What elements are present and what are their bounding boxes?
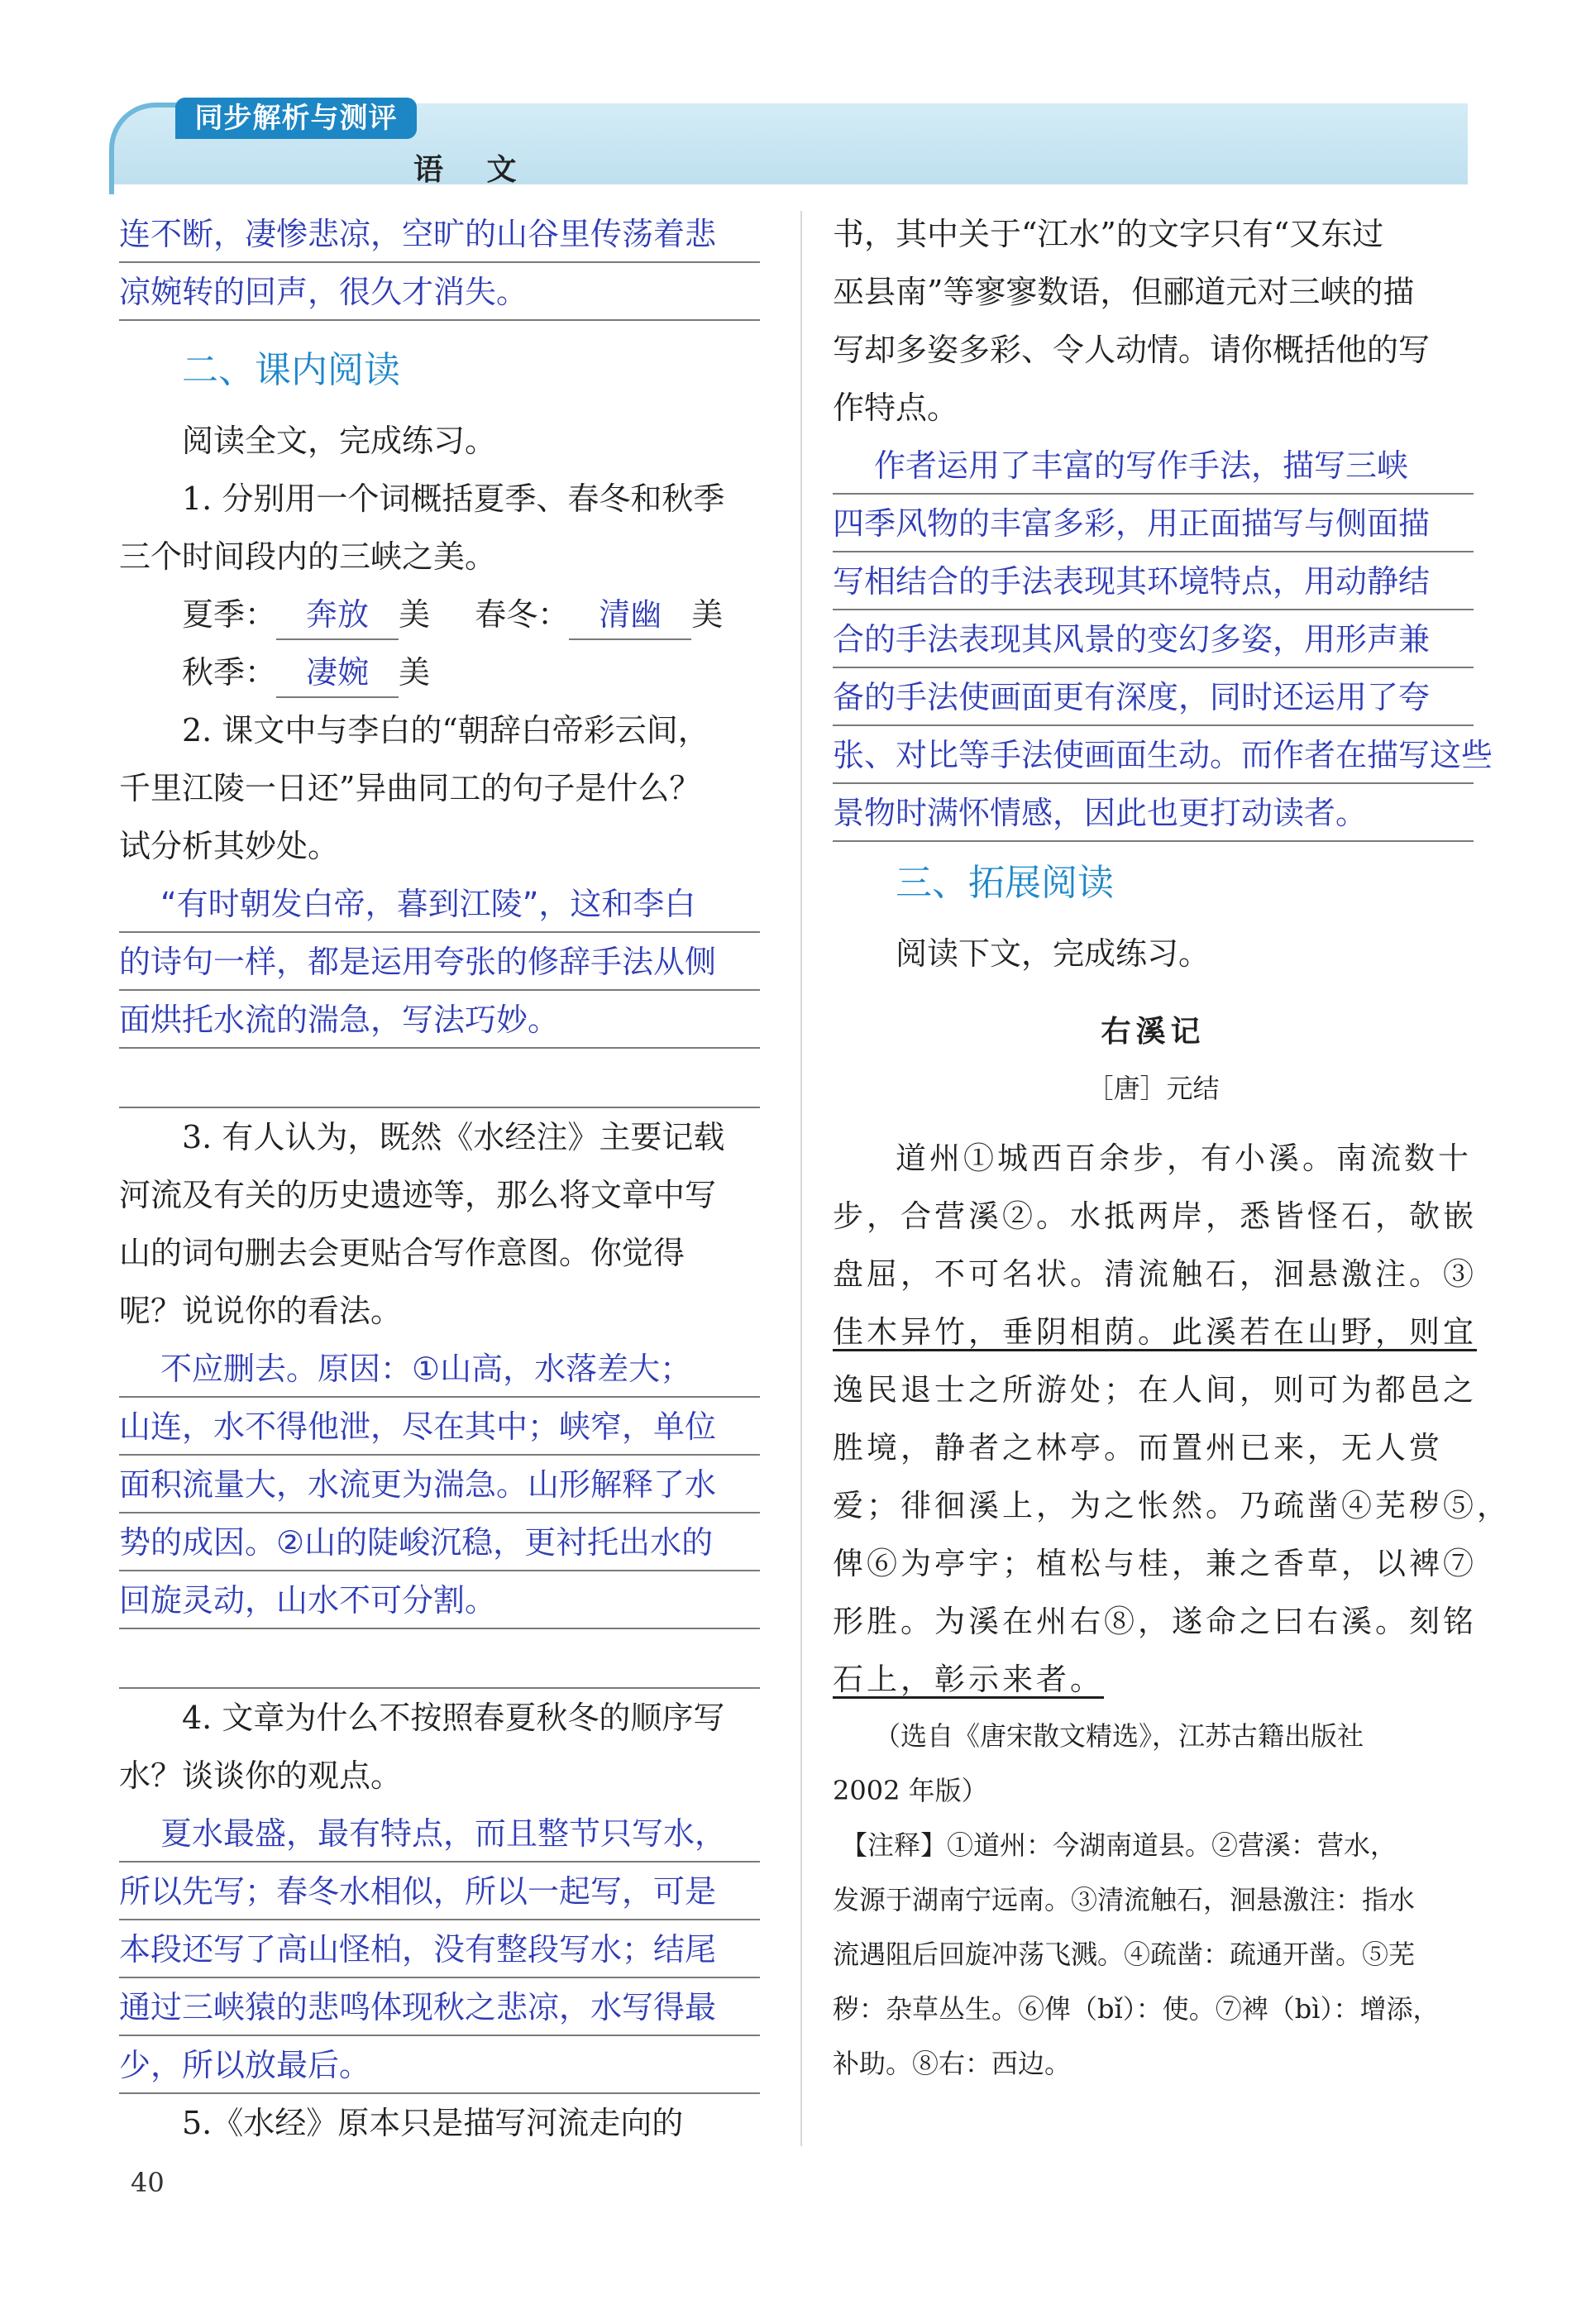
question-2: 试分析其妙处。 bbox=[119, 828, 340, 864]
answer-line: 本段还写了高山怪柏，没有整段写水；结尾 bbox=[119, 1920, 760, 1978]
q1-spring-label: 春冬： bbox=[475, 596, 570, 633]
article-line: 道州①城西百余步，有小溪。南流数十 bbox=[896, 1140, 1472, 1176]
answer-line: 合的手法表现其风景的变幻多姿，用形声兼 bbox=[833, 610, 1474, 668]
q1-fill-row-1 bbox=[119, 586, 760, 643]
blank-answer-line bbox=[119, 1629, 760, 1689]
question-3: 山的词句删去会更贴合写作意图。你觉得 bbox=[119, 1235, 686, 1271]
blank-answer-line bbox=[119, 1049, 760, 1108]
answer-line: 张、对比等手法使画面生动。而作者在描写这些 bbox=[833, 726, 1474, 784]
answer-line: 面烘托水流的湍急，写法巧妙。 bbox=[119, 991, 760, 1049]
notes-line: 秽：杂草丛生。⑥俾（bǐ）：使。⑦裨（bì）：增添， bbox=[833, 1993, 1440, 2025]
article-line: 爱；徘徊溪上，为之怅然。乃疏凿④芜秽⑤， bbox=[833, 1488, 1511, 1523]
q1-spring-answer: 清幽 bbox=[569, 591, 691, 640]
source-line: （选自《唐宋散文精选》，江苏古籍出版社 bbox=[874, 1720, 1364, 1752]
q1-autumn-answer: 凄婉 bbox=[276, 648, 399, 698]
answer-line: 作者运用了丰富的写作手法，描写三峡 bbox=[833, 437, 1474, 495]
question-3: 河流及有关的历史遗迹等，那么将文章中写 bbox=[119, 1177, 717, 1213]
page-number: 40 bbox=[131, 2167, 165, 2198]
question-2: 千里江陵一日还”异曲同工的句子是什么？ bbox=[119, 770, 701, 806]
article-author: ［唐］元结 bbox=[1087, 1073, 1220, 1104]
column-divider bbox=[800, 211, 802, 2146]
answer-line: “有时朝发白帝，暮到江陵”，这和李白 bbox=[119, 875, 760, 933]
q1-mei: 美 bbox=[399, 596, 431, 633]
answer-line: 凉婉转的回声，很久才消失。 bbox=[119, 263, 760, 321]
question-5: 5.《水经》原本只是描写河流走向的 bbox=[182, 2105, 684, 2141]
instruction: 阅读下文，完成练习。 bbox=[896, 935, 1211, 972]
q1-fill-row-2 bbox=[119, 643, 760, 701]
series-tab: 同步解析与测评 bbox=[175, 98, 417, 139]
notes-line: 补助。⑧右：西边。 bbox=[833, 2048, 1072, 2079]
answer-line: 通过三峡猿的悲鸣体现秋之悲凉，水写得最 bbox=[119, 1978, 760, 2036]
question-5-cont: 作特点。 bbox=[833, 390, 959, 426]
notes-line: 发源于湖南宁远南。③清流触石，洄悬激注：指水 bbox=[833, 1884, 1416, 1915]
article-line: 盘屈，不可名状。清流触石，洄悬激注。③ bbox=[833, 1256, 1477, 1292]
answer-line: 所以先写；春冬水相似，所以一起写，可是 bbox=[119, 1863, 760, 1920]
answer-line: 的诗句一样，都是运用夸张的修辞手法从侧 bbox=[119, 933, 760, 991]
answer-line: 山连，水不得他泄，尽在其中；峡窄，单位 bbox=[119, 1398, 760, 1456]
article-line: 石上，彰示来者。 bbox=[833, 1662, 1104, 1697]
answer-line: 面积流量大，水流更为湍急。山形解释了水 bbox=[119, 1456, 760, 1513]
answer-line: 写相结合的手法表现其环境特点，用动静结 bbox=[833, 552, 1474, 610]
section-heading-3: 三、拓展阅读 bbox=[896, 862, 1114, 904]
q1-summer-label: 夏季： bbox=[182, 596, 277, 633]
q1-mei: 美 bbox=[399, 654, 431, 691]
question-2: 2. 课文中与李白的“朝辞白帝彩云间， bbox=[182, 712, 709, 748]
source-line: 2002 年版） bbox=[833, 1775, 988, 1806]
q1-autumn-label: 秋季： bbox=[182, 654, 277, 691]
article-line: 俾⑥为亭宇；植松与桂，兼之香草，以裨⑦ bbox=[833, 1546, 1477, 1581]
article-line: 胜境，静者之林亭。而置州已来，无人赏 bbox=[833, 1430, 1443, 1466]
question-4: 4. 文章为什么不按照春夏秋冬的顺序写 bbox=[182, 1700, 725, 1736]
notes-line: 【注释】①道州：今湖南道县。②营溪：营水， bbox=[841, 1829, 1397, 1861]
answer-line: 势的成因。②山的陡峻沉稳，更衬托出水的 bbox=[119, 1513, 760, 1571]
section-heading-2: 二、课内阅读 bbox=[182, 349, 400, 391]
answer-line: 回旋灵动，山水不可分割。 bbox=[119, 1571, 760, 1629]
question-3: 呢？说说你的看法。 bbox=[119, 1293, 403, 1329]
answer-line: 少，所以放最后。 bbox=[119, 2036, 760, 2094]
instruction: 阅读全文，完成练习。 bbox=[182, 423, 497, 459]
question-5-cont: 巫县南”等寥寥数语，但郦道元对三峡的描 bbox=[833, 274, 1415, 310]
answer-line: 备的手法使画面更有深度，同时还运用了夸 bbox=[833, 668, 1474, 726]
question-3: 3. 有人认为，既然《水经注》主要记载 bbox=[182, 1119, 725, 1155]
question-1: 三个时间段内的三峡之美。 bbox=[119, 538, 497, 575]
notes-line: 流遇阻后回旋冲荡飞溅。④疏凿：疏通开凿。⑤芜 bbox=[833, 1939, 1416, 1970]
question-4: 水？谈谈你的观点。 bbox=[119, 1757, 403, 1794]
article-line: 步，合营溪②。水抵两岸，悉皆怪石，欹嵌 bbox=[833, 1198, 1477, 1234]
answer-line: 四季风物的丰富多彩，用正面描写与侧面描 bbox=[833, 495, 1474, 552]
article-title: 右溪记 bbox=[1101, 1014, 1206, 1049]
article-line: 佳木异竹，垂阴相荫。此溪若在山野，则宜 bbox=[833, 1314, 1477, 1350]
question-5-cont: 书，其中关于“江水”的文字只有“又东过 bbox=[833, 216, 1384, 252]
answer-line: 夏水最盛，最有特点，而且整节只写水， bbox=[119, 1805, 760, 1863]
answer-line: 不应删去。原因：①山高，水落差大； bbox=[119, 1340, 760, 1398]
q1-mei: 美 bbox=[691, 596, 724, 633]
article-line: 形胜。为溪在州右⑧，遂命之曰右溪。刻铭 bbox=[833, 1604, 1477, 1639]
left-column bbox=[119, 205, 760, 2152]
right-column bbox=[833, 205, 1511, 2091]
answer-line: 连不断，凄惨悲凉，空旷的山谷里传荡着悲 bbox=[119, 205, 760, 263]
question-5-cont: 写却多姿多彩、令人动情。请你概括他的写 bbox=[833, 332, 1431, 368]
question-1: 1. 分别用一个词概括夏季、春冬和秋季 bbox=[182, 481, 725, 517]
subject-label: 语 文 bbox=[413, 153, 533, 187]
article-line: 逸民退士之所游处；在人间，则可为都邑之 bbox=[833, 1372, 1477, 1408]
answer-line: 景物时满怀情感，因此也更打动读者。 bbox=[833, 784, 1474, 842]
q1-summer-answer: 奔放 bbox=[276, 591, 399, 640]
